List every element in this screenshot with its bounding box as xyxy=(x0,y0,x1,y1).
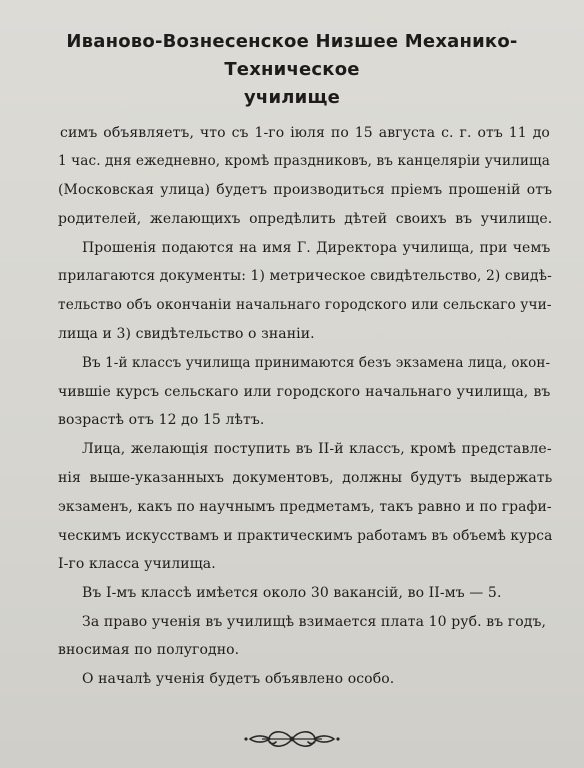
title-line-1: Иваново-Вознесенское Низшее Механико-Техническое xyxy=(66,31,518,80)
text-line: Лица, желающія поступить въ II-й классъ, кромѣ представле- xyxy=(82,441,552,457)
text-line: нія выше-указанныхъ документовъ, должны будутъ выдержать xyxy=(58,470,553,486)
text-line: лища и 3) свидѣтельство о знаніи. xyxy=(58,326,315,342)
text-line: возрастѣ отъ 12 до 15 лѣтъ. xyxy=(58,412,265,428)
text-line: Въ I-мъ классѣ имѣется около 30 вакансій, во II-мъ — 5. xyxy=(82,585,502,601)
text-line: симъ объявляетъ, что съ 1-го іюля по 15 августа с. г. отъ 11 до xyxy=(60,125,550,141)
text-line: Въ 1-й классъ училища принимаются безъ экзамена лица, окон- xyxy=(82,355,551,371)
text-line: За право ученія въ училищѣ взимается плата 10 руб. въ годъ, xyxy=(82,614,547,630)
text-line: вносимая по полугодно. xyxy=(58,642,240,658)
text-line: 1 час. дня ежедневно, кромѣ праздниковъ, въ канцеляріи училища xyxy=(58,153,551,169)
text-line: тельство объ окончаніи начальнаго городского или сельскаго учи- xyxy=(58,297,552,313)
text-line: родителей, желающихъ опредѣлить дѣтей своихъ въ училище. xyxy=(58,211,553,227)
page-title xyxy=(0,28,584,112)
text-line: I-го класса училища. xyxy=(58,556,216,572)
title-line-2: училище xyxy=(243,86,340,108)
text-line: экзаменъ, какъ по научнымъ предметамъ, такъ равно и по графи- xyxy=(58,499,552,515)
text-line: чившіе курсъ сельскаго или городского начальнаго училища, въ xyxy=(58,384,551,400)
text-line: прилагаются документы: 1) метрическое свидѣтельство, 2) свидѣ- xyxy=(58,268,552,284)
ornament-divider xyxy=(0,724,584,754)
text-line: ческимъ искусствамъ и практическимъ работамъ въ объемѣ курса xyxy=(58,528,553,544)
text-line: О началѣ ученія будетъ объявлено особо. xyxy=(82,671,395,687)
text-line: (Московская улица) будетъ производиться пріемъ прошеній отъ xyxy=(58,182,553,198)
text-line: Прошенія подаются на имя Г. Директора училища, при чемъ xyxy=(82,240,551,256)
